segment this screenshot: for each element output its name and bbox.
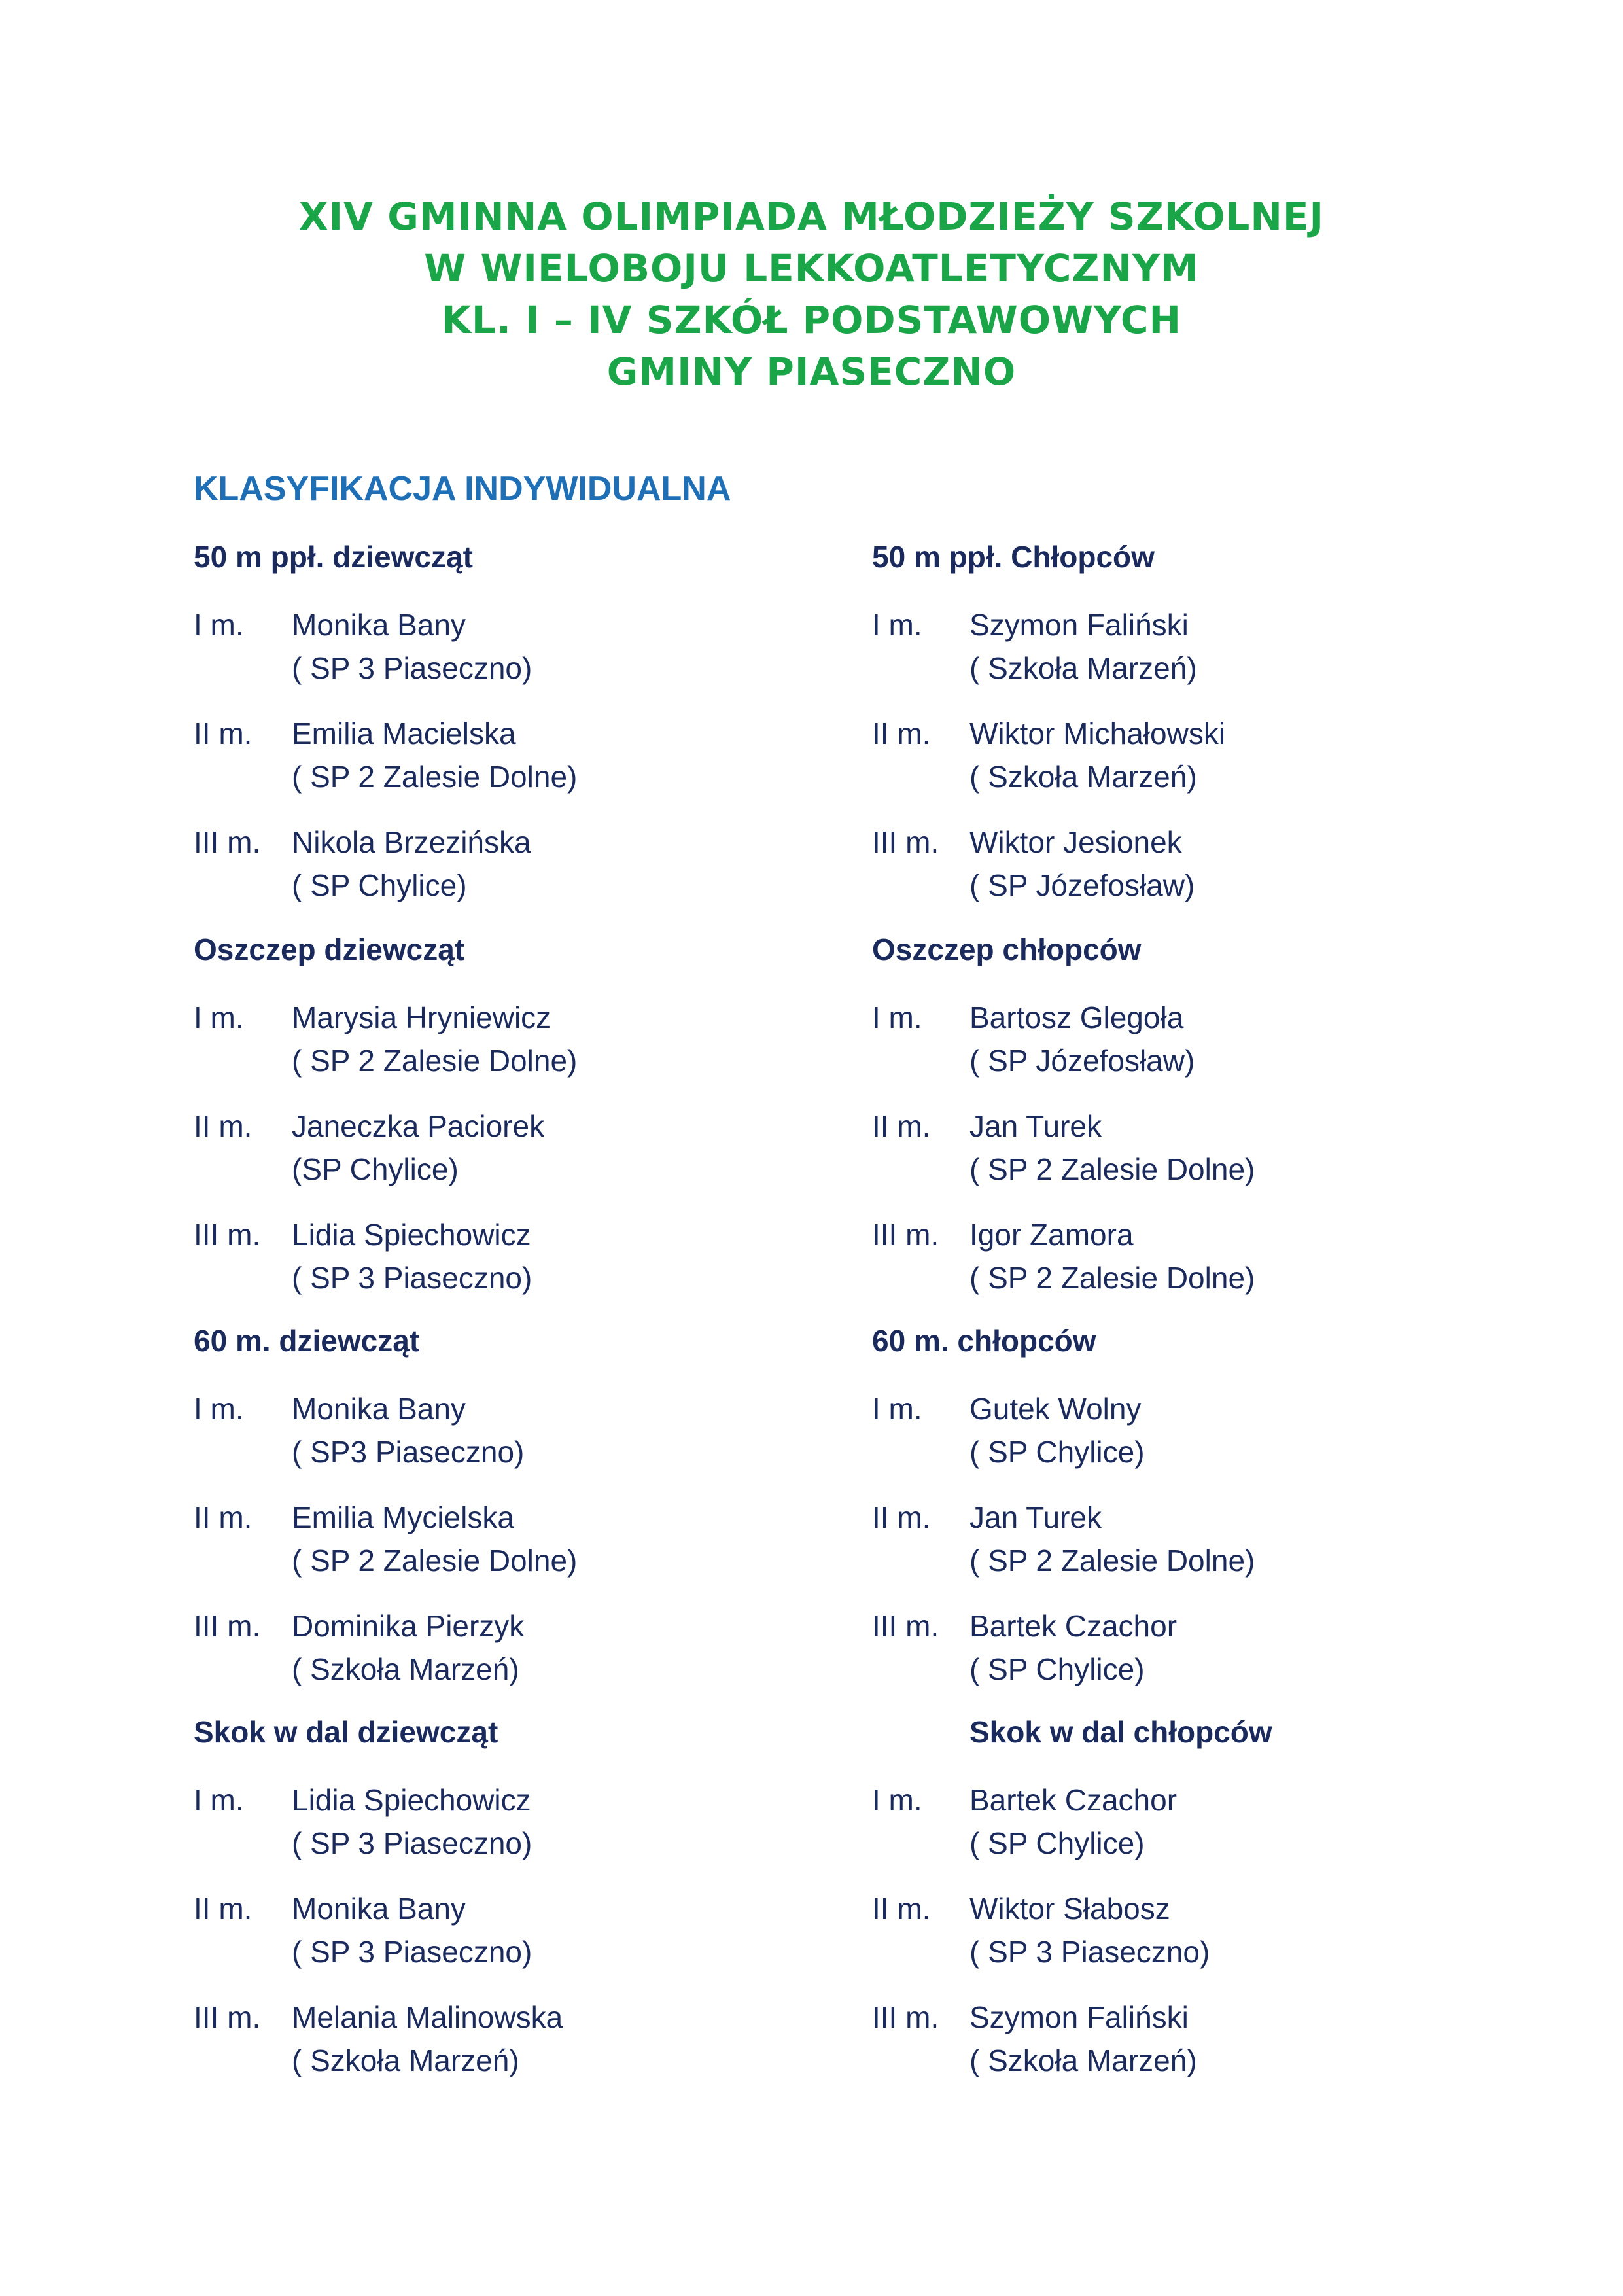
place-label: III m. bbox=[194, 1609, 261, 1643]
place-label: II m. bbox=[872, 1109, 931, 1143]
athlete-name: Bartek Czachor bbox=[969, 1783, 1178, 1817]
athlete-name: Monika Bany bbox=[292, 608, 466, 642]
athlete-school: ( Szkoła Marzeń) bbox=[292, 2043, 519, 2077]
place-label: III m. bbox=[872, 1609, 939, 1643]
athlete-name: Monika Bany bbox=[292, 1392, 466, 1426]
athlete-name: Szymon Faliński bbox=[969, 608, 1189, 642]
event-title: Skok w dal chłopców bbox=[969, 1715, 1272, 1749]
athlete-school: ( SP Józefosław) bbox=[969, 1044, 1195, 1078]
place-label: I m. bbox=[194, 1000, 244, 1034]
athlete-name: Marysia Hryniewicz bbox=[292, 1000, 551, 1034]
athlete-name: Wiktor Jesionek bbox=[969, 825, 1182, 859]
athlete-name: Igor Zamora bbox=[969, 1218, 1134, 1252]
athlete-school: ( Szkoła Marzeń) bbox=[969, 2043, 1197, 2077]
athlete-name: Lidia Spiechowicz bbox=[292, 1783, 531, 1817]
athlete-name: Jan Turek bbox=[969, 1109, 1102, 1143]
place-label: I m. bbox=[872, 608, 922, 642]
place-label: I m. bbox=[194, 608, 244, 642]
event-title: Skok w dal dziewcząt bbox=[194, 1715, 498, 1749]
athlete-name: Monika Bany bbox=[292, 1892, 466, 1926]
athlete-name: Szymon Faliński bbox=[969, 2000, 1189, 2034]
athlete-school: ( SP3 Piaseczno) bbox=[292, 1435, 525, 1469]
page-title bbox=[0, 191, 1623, 398]
section-heading: KLASYFIKACJA INDYWIDUALNA bbox=[194, 470, 731, 508]
place-label: III m. bbox=[194, 2000, 261, 2034]
athlete-school: ( SP 2 Zalesie Dolne) bbox=[969, 1261, 1255, 1295]
athlete-name: Bartosz Glegoła bbox=[969, 1000, 1184, 1034]
athlete-school: ( Szkoła Marzeń) bbox=[969, 651, 1197, 685]
athlete-name: Gutek Wolny bbox=[969, 1392, 1142, 1426]
event-title: 60 m. chłopców bbox=[872, 1324, 1096, 1358]
athlete-school: ( SP 3 Piaseczno) bbox=[292, 651, 532, 685]
place-label: II m. bbox=[194, 1109, 253, 1143]
place-label: III m. bbox=[872, 825, 939, 859]
athlete-name: Emilia Mycielska bbox=[292, 1500, 514, 1534]
athlete-name: Nikola Brzezińska bbox=[292, 825, 531, 859]
event-title: Oszczep chłopców bbox=[872, 932, 1142, 966]
athlete-school: ( SP 3 Piaseczno) bbox=[292, 1935, 532, 1969]
athlete-school: (SP Chylice) bbox=[292, 1152, 459, 1186]
athlete-name: Wiktor Słabosz bbox=[969, 1892, 1170, 1926]
athlete-school: ( SP 2 Zalesie Dolne) bbox=[292, 1044, 578, 1078]
athlete-school: ( SP Chylice) bbox=[969, 1826, 1145, 1860]
place-label: III m. bbox=[872, 1218, 939, 1252]
athlete-name: Wiktor Michałowski bbox=[969, 716, 1226, 751]
athlete-school: ( SP Chylice) bbox=[969, 1435, 1145, 1469]
event-title: Oszczep dziewcząt bbox=[194, 932, 465, 966]
place-label: II m. bbox=[194, 716, 253, 751]
place-label: II m. bbox=[872, 1892, 931, 1926]
athlete-school: ( SP 2 Zalesie Dolne) bbox=[292, 1544, 578, 1578]
event-title: 50 m ppł. Chłopców bbox=[872, 540, 1155, 574]
event-title: 50 m ppł. dziewcząt bbox=[194, 540, 473, 574]
athlete-school: ( SP 3 Piaseczno) bbox=[292, 1826, 532, 1860]
athlete-name: Lidia Spiechowicz bbox=[292, 1218, 531, 1252]
athlete-school: ( SP Chylice) bbox=[292, 868, 467, 902]
place-label: II m. bbox=[872, 716, 931, 751]
athlete-name: Melania Malinowska bbox=[292, 2000, 563, 2034]
athlete-name: Dominika Pierzyk bbox=[292, 1609, 525, 1643]
athlete-school: ( SP 3 Piaseczno) bbox=[969, 1935, 1210, 1969]
athlete-school: ( Szkoła Marzeń) bbox=[969, 760, 1197, 794]
athlete-school: ( SP 2 Zalesie Dolne) bbox=[969, 1544, 1255, 1578]
title-line-1: XIV GMINNA OLIMPIADA MŁODZIEŻY SZKOLNEJ bbox=[298, 194, 1325, 239]
athlete-school: ( SP Józefosław) bbox=[969, 868, 1195, 902]
place-label: I m. bbox=[872, 1392, 922, 1426]
place-label: II m. bbox=[194, 1500, 253, 1534]
athlete-name: Emilia Macielska bbox=[292, 716, 516, 751]
athlete-school: ( SP 2 Zalesie Dolne) bbox=[292, 760, 578, 794]
title-line-2: W WIELOBOJU LEKKOATLETYCZNYM bbox=[424, 246, 1199, 291]
place-label: I m. bbox=[194, 1783, 244, 1817]
place-label: I m. bbox=[872, 1000, 922, 1034]
title-line-3: KL. I – IV SZKÓŁ PODSTAWOWYCH bbox=[441, 298, 1182, 342]
athlete-name: Jan Turek bbox=[969, 1500, 1102, 1534]
title-line-4: GMINY PIASECZNO bbox=[606, 349, 1017, 394]
athlete-school: ( SP 3 Piaseczno) bbox=[292, 1261, 532, 1295]
place-label: II m. bbox=[872, 1500, 931, 1534]
athlete-name: Janeczka Paciorek bbox=[292, 1109, 545, 1143]
event-title: 60 m. dziewcząt bbox=[194, 1324, 420, 1358]
place-label: I m. bbox=[194, 1392, 244, 1426]
athlete-name: Bartek Czachor bbox=[969, 1609, 1178, 1643]
place-label: III m. bbox=[872, 2000, 939, 2034]
place-label: II m. bbox=[194, 1892, 253, 1926]
place-label: III m. bbox=[194, 1218, 261, 1252]
athlete-school: ( Szkoła Marzeń) bbox=[292, 1652, 519, 1686]
athlete-school: ( SP Chylice) bbox=[969, 1652, 1145, 1686]
place-label: I m. bbox=[872, 1783, 922, 1817]
place-label: III m. bbox=[194, 825, 261, 859]
athlete-school: ( SP 2 Zalesie Dolne) bbox=[969, 1152, 1255, 1186]
